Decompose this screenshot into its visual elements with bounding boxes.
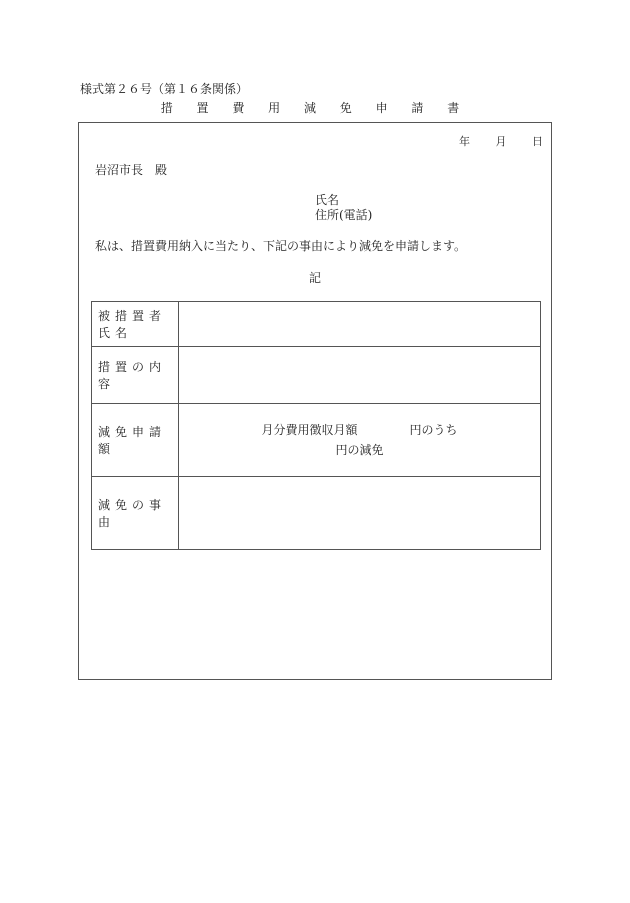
statement-text: 私は、措置費用納入に当たり、下記の事由により減免を申請します。 bbox=[95, 239, 467, 253]
reduction-amount-field[interactable] bbox=[179, 404, 541, 477]
table-row bbox=[92, 477, 541, 550]
date-day: 日 bbox=[532, 135, 543, 148]
date-year: 年 bbox=[459, 135, 470, 148]
amount-of-text: 円のうち bbox=[409, 423, 458, 437]
date-line bbox=[437, 133, 543, 149]
amount-line-2: 円の減免 bbox=[335, 443, 384, 457]
row-label-person-name: 被措置者氏名 bbox=[92, 302, 179, 347]
form-title: 措 置 費 用 減 免 申 請 書 bbox=[160, 101, 470, 115]
reduction-reason-field[interactable] bbox=[179, 477, 541, 550]
form-number: 様式第２６号（第１６条関係） bbox=[80, 82, 249, 96]
measure-content-field[interactable] bbox=[179, 347, 541, 404]
person-name-field[interactable] bbox=[179, 302, 541, 347]
table-row bbox=[92, 404, 541, 477]
applicant-name-label: 氏名 bbox=[315, 193, 340, 207]
applicant-block bbox=[315, 193, 372, 223]
amount-monthly-text: 月分費用徴収月額 bbox=[261, 423, 358, 437]
addressee: 岩沼市長 殿 bbox=[95, 163, 168, 177]
table-row bbox=[92, 302, 541, 347]
table-row bbox=[92, 347, 541, 404]
amount-line-1 bbox=[179, 420, 540, 440]
detail-table bbox=[91, 301, 541, 550]
form-frame bbox=[78, 122, 552, 680]
applicant-address-label: 住所(電話) bbox=[315, 208, 373, 222]
row-label-reduction-amount: 減免申請額 bbox=[92, 404, 179, 477]
date-month: 月 bbox=[495, 135, 507, 148]
ki-heading: 記 bbox=[308, 271, 321, 285]
row-label-measure-content: 措置の内容 bbox=[92, 347, 179, 404]
row-label-reduction-reason: 減免の事由 bbox=[92, 477, 179, 550]
